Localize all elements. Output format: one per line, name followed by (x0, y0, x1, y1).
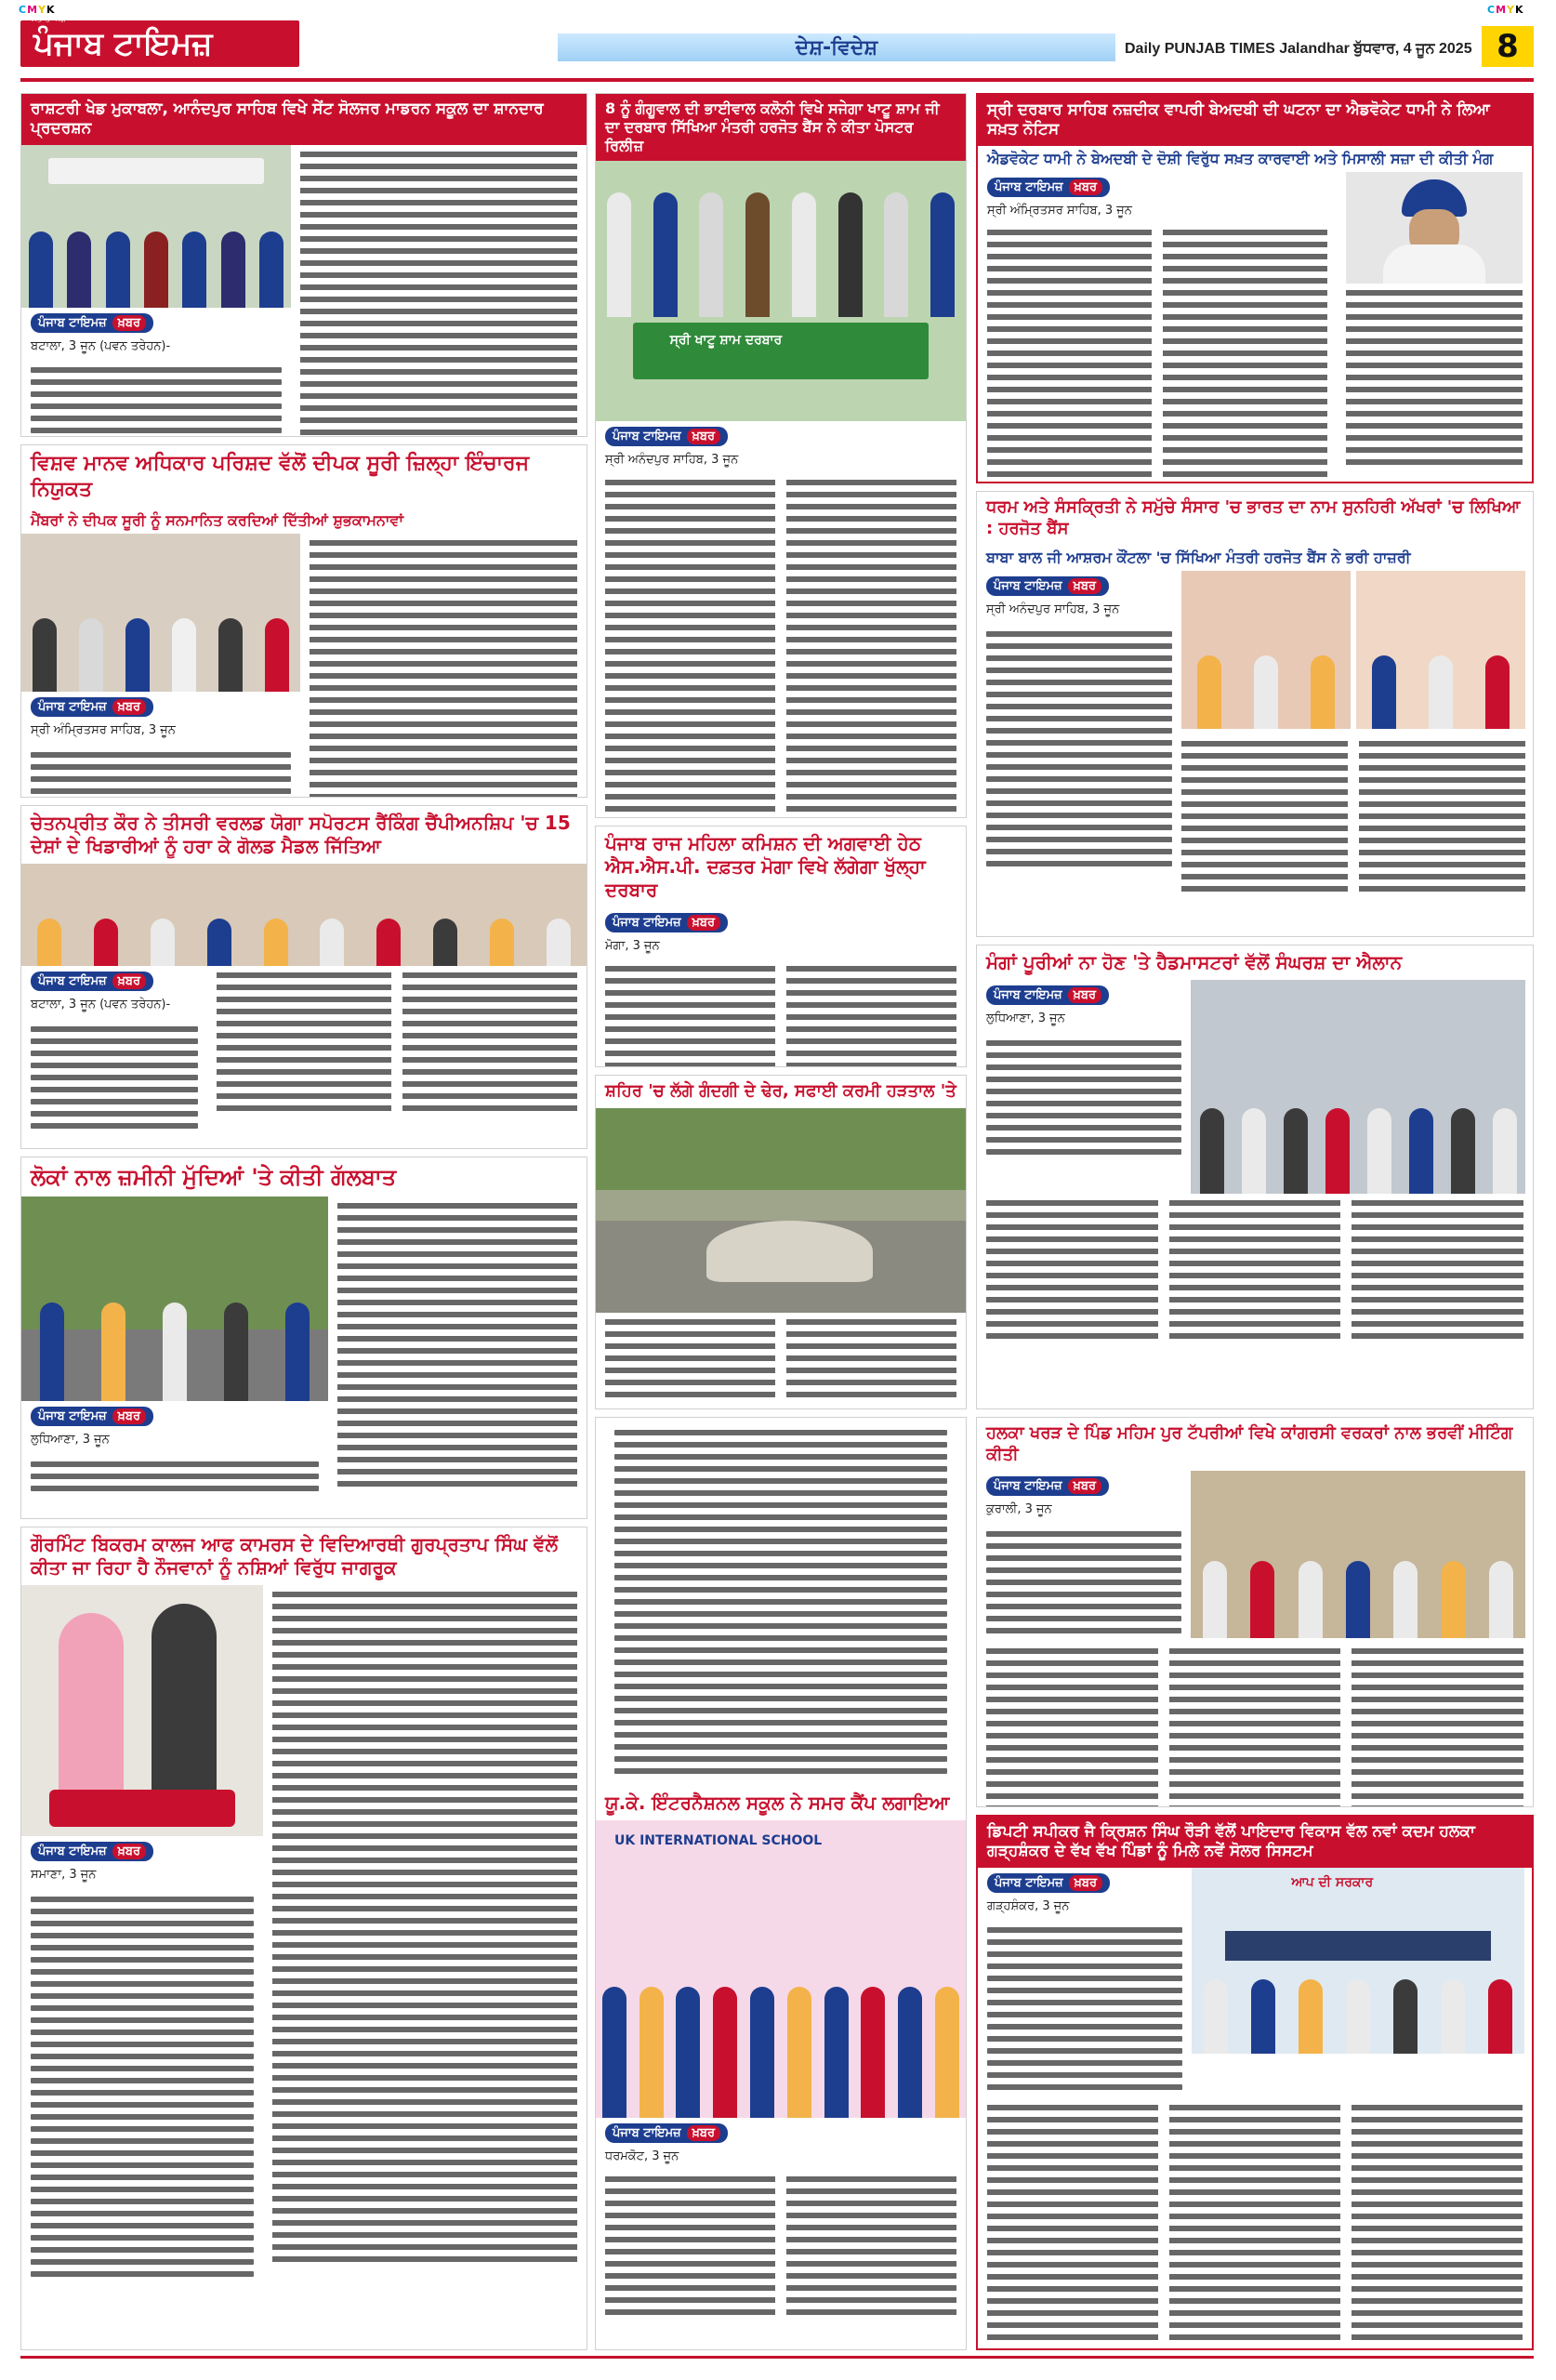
article-solar-system (976, 1815, 1534, 2350)
edition-info: Daily PUNJAB TIMES Jalandhar ਬੁੱਧਵਾਰ, 4 ਜੂਨ 2025 (1125, 41, 1472, 57)
registration-marks-right: CMYK (1487, 4, 1524, 16)
article-headline: ਸ਼ਹਿਰ 'ਚ ਲੱਗੇ ਗੰਦਗੀ ਦੇ ਢੇਰ, ਸਫਾਈ ਕਰਮੀ ਹੜਤਾਲ 'ਤੇ (605, 1081, 956, 1101)
article-dateline: ਧਰਮਕੋਟ, 3 ਜੂਨ (605, 2149, 679, 2163)
ashram-photo-1 (1181, 571, 1351, 729)
meeting-hall-photo (1191, 980, 1525, 1194)
article-headline: ਮੰਗਾਂ ਪੂਰੀਆਂ ਨਾ ਹੋਣ 'ਤੇ ਹੈਡਮਾਸਟਰਾਂ ਵੱਲੋਂ ਸੰਘਰਸ਼ ਦਾ ਐਲਾਨ (986, 951, 1403, 973)
article-headline: ਸ੍ਰੀ ਦਰਬਾਰ ਸਾਹਿਬ ਨਜ਼ਦੀਕ ਵਾਪਰੀ ਬੇਅਦਬੀ ਦੀ ਘਟਨਾ ਦਾ ਐਡਵੋਕੇਟ ਧਾਮੀ ਨੇ ਲਿਆ ਸਖ਼ਤ ਨੋਟਿਸ (978, 95, 1532, 146)
portrait-photo (1346, 172, 1523, 284)
article-dateline: ਲੁਧਿਆਣਾ, 3 ਜੂਨ (986, 1012, 1065, 1025)
article-headline: ਗੌਰਮਿੰਟ ਬਿਕਰਮ ਕਾਲਜ ਆਫ ਕਾਮਰਸ ਦੇ ਵਿਦਿਆਰਥੀ ਗੁਰਪ੍ਰਤਾਪ ਸਿੰਘ ਵੱਲੋਂ ਕੀਤਾ ਜਾ ਰਿਹਾ ਹੈ ਨੌਜਵਾਨਾਂ ਨੂੰ ਨਸ਼ਿਆਂ ਵਿਰੁੱਧ ਜਾਗਰੂਕ (31, 1533, 558, 1579)
byline-badge: ਪੰਜਾਬ ਟਾਇਮਜ਼ ਖ਼ਬਰ (31, 313, 153, 333)
school-kids-photo (596, 1820, 966, 2118)
article-headline: ਪੰਜਾਬ ਰਾਜ ਮਹਿਲਾ ਕਮਿਸ਼ਨ ਦੀ ਅਗਵਾਈ ਹੇਠ ਐਸ.ਐਸ.ਪੀ. ਦਫ਼ਤਰ ਮੋਗਾ ਵਿਖੇ ਲੱਗੇਗਾ ਖੁੱਲ੍ਹਾ ਦਰਬਾਰ (605, 832, 926, 901)
brand-name: ਪੰਜਾਬ ਟਾਇਮਜ਼ (33, 25, 213, 62)
byline-badge: ਪੰਜਾਬ ਟਾਇਮਜ਼ ਖ਼ਬਰ (31, 697, 153, 717)
solar-banner-text: ਆਪ ਦੀ ਸਰਕਾਰ (1291, 1874, 1374, 1890)
student-awareness-photo (21, 1585, 263, 1836)
article-dateline: ਬਟਾਲਾ, 3 ਜੂਨ (ਪਵਨ ਤਰੇਹਨ)- (31, 998, 171, 1012)
article-kharar-congress (976, 1417, 1534, 1807)
article-headline: ਚੇਤਨਪ੍ਰੀਤ ਕੌਰ ਨੇ ਤੀਸਰੀ ਵਰਲਡ ਯੋਗਾ ਸਪੋਰਟਸ ਰੈਂਕਿੰਗ ਚੈਂਪੀਅਨਸ਼ਿਪ 'ਚ 15 ਦੇਸ਼ਾਂ ਦੇ ਖਿਡਾਰੀਆਂ ਨੂੰ ਹਰਾ ਕੇ ਗੋਲਡ ਮੈਡਲ ਜਿੱਤਿਆ (31, 812, 571, 857)
article-dateline: ਮੋਗਾ, 3 ਜੂਨ (605, 939, 660, 953)
poster-banner-text: ਸ੍ਰੀ ਖਾਟੂ ਸ਼ਾਮ ਦਰਬਾਰ (669, 332, 783, 348)
article-dateline: ਕੁਰਾਲੀ, 3 ਜੂਨ (986, 1502, 1052, 1516)
byline-badge: ਪੰਜਾਬ ਟਾਇਮਜ਼ ਖ਼ਬਰ (986, 985, 1109, 1005)
article-dateline: ਸ੍ਰੀ ਅੰਮ੍ਰਿਤਸਰ ਸਾਹਿਬ, 3 ਜੂਨ (987, 203, 1132, 218)
article-khatu-shyam (595, 93, 967, 818)
page-number: 8 (1482, 26, 1534, 67)
congress-meeting-photo (1191, 1471, 1525, 1638)
article-headline: ਡਿਪਟੀ ਸਪੀਕਰ ਜੈ ਕ੍ਰਿਸ਼ਨ ਸਿੰਘ ਰੌੜੀ ਵੱਲੋਂ ਪਾਇਦਾਰ ਵਿਕਾਸ ਵੱਲ ਨਵਾਂ ਕਦਮ ਹਲਕਾ ਗੜ੍ਹਸ਼ੰਕਰ ਦੇ ਵੱਖ ਵੱਖ ਪਿੰਡਾਂ ਨੂੰ ਮਿਲੇ ਨਵੇਂ ਸੋਲਰ ਸਿਸਟਮ (978, 1817, 1532, 1868)
article-deepak-suri (20, 444, 587, 798)
article-yoga-gold (20, 805, 587, 1149)
garbage-heap-photo (596, 1108, 966, 1313)
school-banner-text: UK INTERNATIONAL SCHOOL (614, 1833, 823, 1848)
article-anti-drug (20, 1527, 587, 2350)
registration-marks-left: CMYK (19, 4, 56, 16)
byline-badge: ਪੰਜਾਬ ਟਾਇਮਜ਼ ਖ਼ਬਰ (605, 2123, 728, 2143)
article-dateline: ਸਮਾਣਾ, 3 ਜੂਨ (31, 1868, 97, 1882)
article-sports-school (20, 93, 587, 437)
article-women-commission (595, 826, 967, 1067)
masthead (0, 17, 1556, 73)
byline-badge: ਪੰਜਾਬ ਟਾਇਮਜ਼ ਖ਼ਬਰ (31, 1407, 153, 1426)
article-subhead: ਮੈਂਬਰਾਂ ਨੇ ਦੀਪਕ ਸੂਰੀ ਨੂੰ ਸਨਮਾਨਿਤ ਕਰਦਿਆਂ ਦਿੱਤੀਆਂ ਸ਼ੁਭਕਾਮਨਾਵਾਂ (31, 511, 403, 529)
masthead-divider (20, 78, 1534, 82)
poster-release-photo (596, 161, 966, 421)
sports-team-photo (21, 145, 291, 308)
article-headline: 8 ਨੂੰ ਗੰਗੂਵਾਲ ਦੀ ਭਾਈਵਾਲ ਕਲੋਨੀ ਵਿਖੇ ਸਜੇਗਾ ਖਾਟੂ ਸ਼ਾਮ ਜੀ ਦਾ ਦਰਬਾਰ ਸਿੱਖਿਆ ਮੰਤਰੀ ਹਰਜੋਤ ਬੈਂਸ ਨੇ ਕੀਤਾ ਪੋਸਟਰ ਰਿਲੀਜ਼ (596, 94, 966, 161)
byline-badge: ਪੰਜਾਬ ਟਾਇਮਜ਼ ਖ਼ਬਰ (605, 427, 728, 446)
yoga-felicitation-photo (21, 864, 587, 966)
byline-badge: ਪੰਜਾਬ ਟਾਇਮਜ਼ ਖ਼ਬਰ (605, 913, 728, 932)
byline-badge: ਪੰਜਾਬ ਟਾਇਮਜ਼ ਖ਼ਬਰ (31, 972, 153, 991)
article-subhead: ਬਾਬਾ ਬਾਲ ਜੀ ਆਸ਼ਰਮ ਕੌਂਟਲਾ 'ਚ ਸਿੱਖਿਆ ਮੰਤਰੀ ਹਰਜੋਤ ਬੈਂਸ ਨੇ ਭਰੀ ਹਾਜ਼ਰੀ (986, 549, 1411, 566)
article-harjot-bains (976, 491, 1534, 937)
article-dateline: ਸ੍ਰੀ ਅਨੰਦਪੁਰ ਸਾਹਿਬ, 3 ਜੂਨ (986, 602, 1120, 616)
article-cycling-talk (20, 1157, 587, 1519)
felicitation-photo (21, 534, 300, 692)
article-dateline: ਬਟਾਲਾ, 3 ਜੂਨ (ਪਵਨ ਤਰੇਹਨ)- (31, 338, 171, 353)
byline-badge: ਪੰਜਾਬ ਟਾਇਮਜ਼ ਖ਼ਬਰ (987, 1873, 1110, 1893)
article-headline: ਲੋਕਾਂ ਨਾਲ ਜ਼ਮੀਨੀ ਮੁੱਦਿਆਂ 'ਤੇ ਕੀਤੀ ਗੱਲਬਾਤ (31, 1164, 397, 1190)
byline-badge: ਪੰਜਾਬ ਟਾਇਮਜ਼ ਖ਼ਬਰ (986, 576, 1109, 596)
ashram-photo-2 (1356, 571, 1525, 729)
article-headline: ਹਲਕਾ ਖਰੜ ਦੇ ਪਿੰਡ ਮਹਿਮ ਪੁਰ ਟੱਪਰੀਆਂ ਵਿਖੇ ਕਾਂਗਰਸੀ ਵਰਕਰਾਂ ਨਾਲ ਭਰਵੀਂ ਮੀਟਿੰਗ ਕੀਤੀ (986, 1423, 1513, 1464)
section-title: ਦੇਸ਼-ਵਿਦੇਸ਼ (558, 33, 1115, 61)
article-headline: ਵਿਸ਼ਵ ਮਾਨਵ ਅਧਿਕਾਰ ਪਰਿਸ਼ਦ ਵੱਲੋਂ ਦੀਪਕ ਸੂਰੀ ਜ਼ਿਲ੍ਹਾ ਇੰਚਾਰਜ ਨਿਯੁਕਤ (31, 452, 530, 501)
article-headmasters (976, 945, 1534, 1409)
article-dateline: ਸ੍ਰੀ ਅਨੰਦਪੁਰ ਸਾਹਿਬ, 3 ਜੂਨ (605, 453, 739, 467)
article-garbage-strike (595, 1075, 967, 1409)
article-headline: ਧਰਮ ਅਤੇ ਸੰਸਕ੍ਰਿਤੀ ਨੇ ਸਮੁੱਚੇ ਸੰਸਾਰ 'ਚ ਭਾਰਤ ਦਾ ਨਾਮ ਸੁਨਹਿਰੀ ਅੱਖਰਾਂ 'ਚ ਲਿਖਿਆ : ਹਰਜੋਤ ਬੈਂਸ (986, 497, 1521, 538)
article-dateline: ਗੜ੍ਹਸ਼ੰਕਰ, 3 ਜੂਨ (987, 1898, 1070, 1913)
article-dateline: ਲੁਧਿਆਣਾ, 3 ਜੂਨ (31, 1433, 110, 1447)
newspaper-logo (20, 20, 299, 67)
article-subhead: ਐਡਵੋਕੇਟ ਧਾਮੀ ਨੇ ਬੇਅਦਬੀ ਦੇ ਦੋਸ਼ੀ ਵਿਰੁੱਧ ਸਖ਼ਤ ਕਾਰਵਾਈ ਅਤੇ ਮਿਸਾਲੀ ਸਜ਼ਾ ਦੀ ਕੀਤੀ ਮੰਗ (987, 149, 1494, 167)
article-headline: ਯੂ.ਕੇ. ਇੰਟਰਨੈਸ਼ਨਲ ਸਕੂਲ ਨੇ ਸਮਰ ਕੈਂਪ ਲਗਾਇਆ (605, 1792, 950, 1814)
byline-badge: ਪੰਜਾਬ ਟਾਇਮਜ਼ ਖ਼ਬਰ (987, 178, 1110, 197)
article-summer-camp (595, 1417, 967, 2350)
brand-tagline: ਸਭ ਤੋਂ ਅੱਗੇ (32, 15, 66, 24)
solar-launch-photo (1192, 1868, 1524, 2054)
article-headline: ਰਾਸ਼ਟਰੀ ਖੇਡ ਮੁਕਾਬਲਾ, ਆਨੰਦਪੁਰ ਸਾਹਿਬ ਵਿਖੇ ਸੇਂਟ ਸੋਲਜਰ ਮਾਡਰਨ ਸਕੂਲ ਦਾ ਸ਼ਾਨਦਾਰ ਪ੍ਰਦਰਸ਼ਨ (21, 94, 587, 145)
byline-badge: ਪੰਜਾਬ ਟਾਇਮਜ਼ ਖ਼ਬਰ (986, 1476, 1109, 1496)
cyclists-photo (21, 1197, 328, 1401)
page-bottom-rule (20, 2356, 1534, 2359)
byline-badge: ਪੰਜਾਬ ਟਾਇਮਜ਼ ਖ਼ਬਰ (31, 1842, 153, 1861)
article-dateline: ਸ੍ਰੀ ਅੰਮ੍ਰਿਤਸਰ ਸਾਹਿਬ, 3 ਜੂਨ (31, 723, 176, 737)
article-darbar-sahib (976, 93, 1534, 483)
